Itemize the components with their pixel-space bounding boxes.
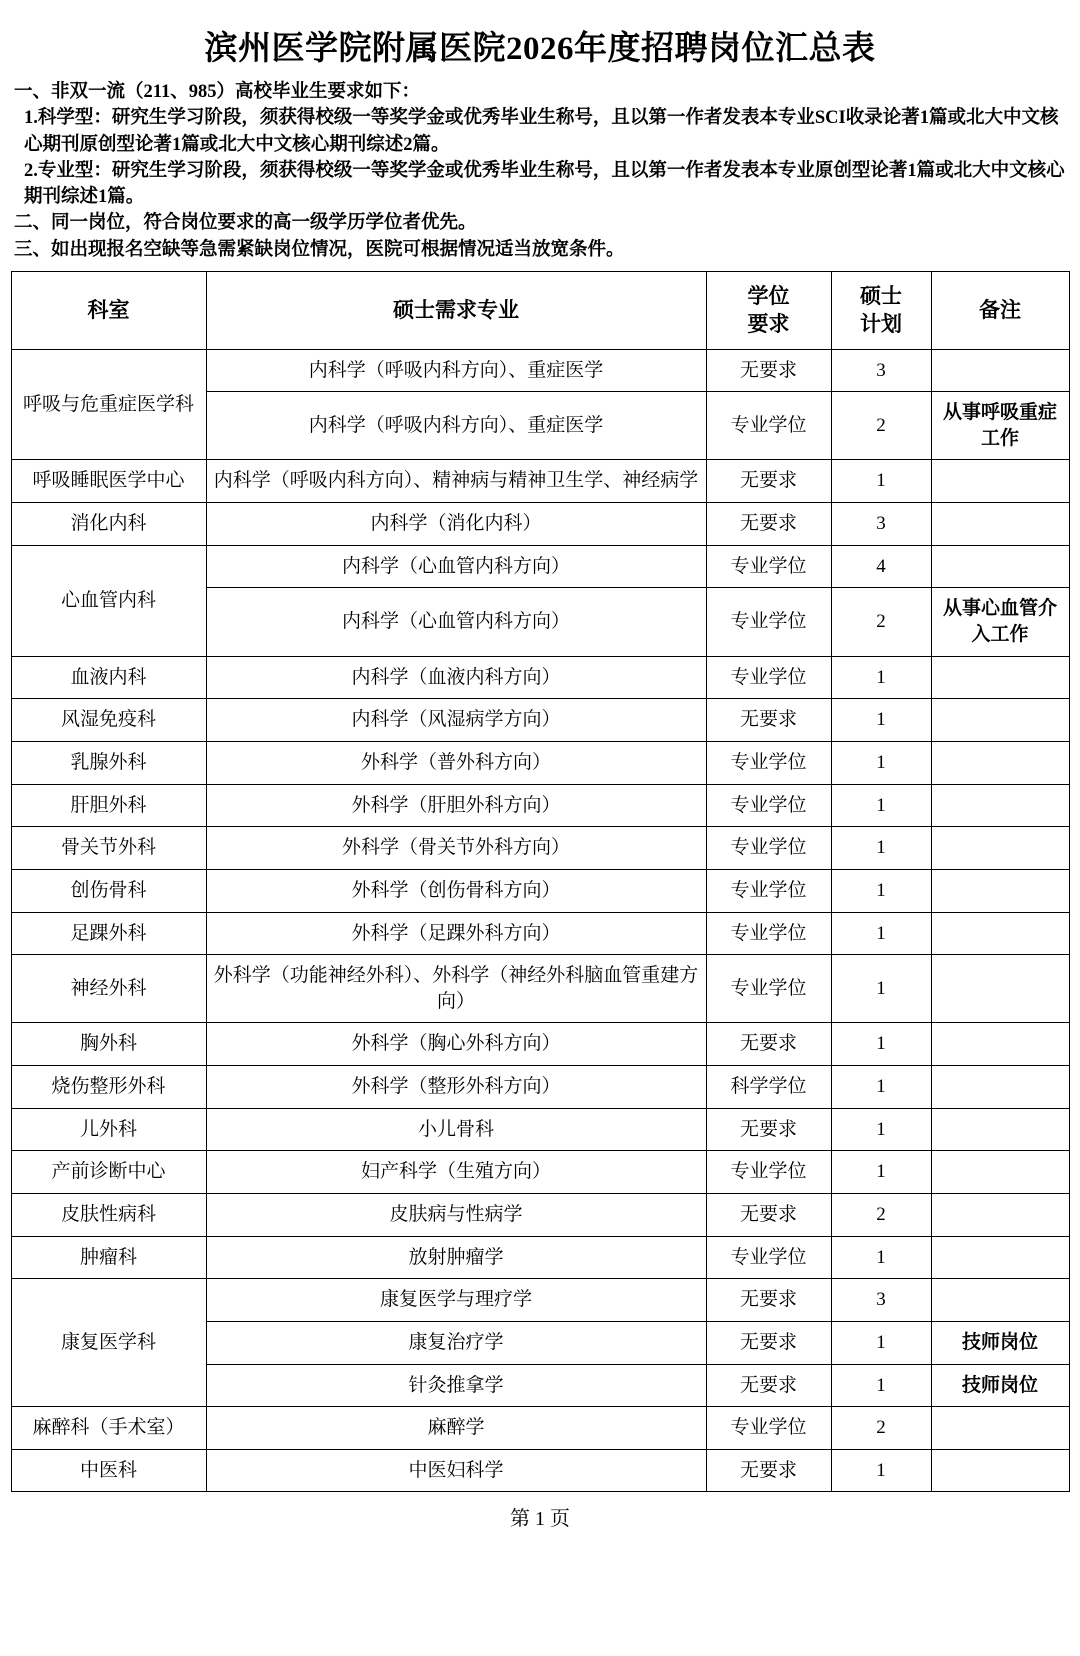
cell-remark [931, 699, 1069, 742]
cell-plan: 1 [831, 869, 931, 912]
cell-degree: 无要求 [706, 1364, 831, 1407]
cell-plan: 1 [831, 656, 931, 699]
cell-major: 放射肿瘤学 [206, 1236, 706, 1279]
cell-remark [931, 1151, 1069, 1194]
cell-degree: 专业学位 [706, 588, 831, 656]
cell-department: 神经外科 [11, 955, 206, 1023]
cell-major: 外科学（骨关节外科方向） [206, 827, 706, 870]
cell-plan: 1 [831, 955, 931, 1023]
cell-plan: 2 [831, 588, 931, 656]
cell-degree: 无要求 [706, 460, 831, 503]
column-header-department: 科室 [11, 271, 206, 349]
table-row [11, 1194, 1069, 1237]
cell-remark [931, 1449, 1069, 1492]
cell-plan: 1 [831, 741, 931, 784]
table-row [11, 460, 1069, 503]
cell-degree: 无要求 [706, 1108, 831, 1151]
cell-remark: 从事呼吸重症工作 [931, 392, 1069, 460]
cell-remark [931, 784, 1069, 827]
cell-department: 烧伤整形外科 [11, 1066, 206, 1109]
cell-degree: 专业学位 [706, 1236, 831, 1279]
note-line-2: 1.科学型：研究生学习阶段，须获得校级一等奖学金或优秀毕业生称号，且以第一作者发表本专业SCI收录论著1篇或北大中文核心期刊原创型论著1篇或北大中文核心期刊综述2篇。 [24, 108, 1059, 155]
cell-plan: 2 [831, 392, 931, 460]
cell-major: 外科学（足踝外科方向） [206, 912, 706, 955]
cell-remark [931, 545, 1069, 588]
cell-degree: 科学学位 [706, 1066, 831, 1109]
cell-major: 小儿骨科 [206, 1108, 706, 1151]
column-header-plan [831, 271, 931, 349]
cell-department: 呼吸与危重症医学科 [11, 349, 206, 460]
cell-degree: 专业学位 [706, 545, 831, 588]
cell-degree: 专业学位 [706, 392, 831, 460]
cell-degree: 无要求 [706, 1449, 831, 1492]
cell-major: 外科学（创伤骨科方向） [206, 869, 706, 912]
cell-degree: 专业学位 [706, 869, 831, 912]
cell-degree: 专业学位 [706, 955, 831, 1023]
cell-degree: 专业学位 [706, 912, 831, 955]
cell-major: 内科学（风湿病学方向） [206, 699, 706, 742]
cell-degree: 无要求 [706, 1023, 831, 1066]
cell-department: 呼吸睡眠医学中心 [11, 460, 206, 503]
cell-remark [931, 1407, 1069, 1450]
table-row [11, 1151, 1069, 1194]
cell-department: 创伤骨科 [11, 869, 206, 912]
cell-plan: 1 [831, 1364, 931, 1407]
cell-plan: 3 [831, 503, 931, 546]
cell-department: 麻醉科（手术室） [11, 1407, 206, 1450]
cell-department: 康复医学科 [11, 1279, 206, 1407]
column-header-degree-line2: 要求 [747, 312, 790, 337]
cell-department: 产前诊断中心 [11, 1151, 206, 1194]
table-row [11, 955, 1069, 1023]
cell-remark [931, 869, 1069, 912]
table-row [11, 1279, 1069, 1322]
cell-department: 风湿免疫科 [11, 699, 206, 742]
cell-plan: 1 [831, 1108, 931, 1151]
cell-major: 内科学（呼吸内科方向）、重症医学 [206, 349, 706, 392]
cell-major: 内科学（消化内科） [206, 503, 706, 546]
cell-plan: 1 [831, 1236, 931, 1279]
cell-major: 中医妇科学 [206, 1449, 706, 1492]
cell-plan: 2 [831, 1194, 931, 1237]
cell-plan: 1 [831, 699, 931, 742]
cell-major: 麻醉学 [206, 1407, 706, 1450]
column-header-plan-line1: 硕士 [860, 283, 902, 308]
cell-major: 内科学（呼吸内科方向）、重症医学 [206, 392, 706, 460]
cell-major: 妇产科学（生殖方向） [206, 1151, 706, 1194]
table-row [11, 545, 1069, 588]
cell-plan: 2 [831, 1407, 931, 1450]
table-row [11, 827, 1069, 870]
cell-plan: 1 [831, 827, 931, 870]
cell-department: 消化内科 [11, 503, 206, 546]
cell-major: 皮肤病与性病学 [206, 1194, 706, 1237]
jobs-table-body [11, 349, 1069, 1492]
cell-remark [931, 349, 1069, 392]
cell-remark [931, 955, 1069, 1023]
page-title: 滨州医学院附属医院2026年度招聘岗位汇总表 [204, 31, 876, 67]
cell-remark: 技师岗位 [931, 1321, 1069, 1364]
cell-degree: 无要求 [706, 1279, 831, 1322]
cell-plan: 3 [831, 1279, 931, 1322]
cell-major: 外科学（胸心外科方向） [206, 1023, 706, 1066]
table-row [11, 1407, 1069, 1450]
cell-remark: 技师岗位 [931, 1364, 1069, 1407]
cell-degree: 无要求 [706, 699, 831, 742]
cell-department: 骨关节外科 [11, 827, 206, 870]
cell-remark [931, 1023, 1069, 1066]
table-row [11, 699, 1069, 742]
cell-major: 内科学（呼吸内科方向）、精神病与精神卫生学、神经病学 [206, 460, 706, 503]
cell-major: 外科学（肝胆外科方向） [206, 784, 706, 827]
note-line-1: 一、非双一流（211、985）高校毕业生要求如下： [14, 82, 420, 102]
cell-department: 乳腺外科 [11, 741, 206, 784]
table-row [11, 784, 1069, 827]
table-row [11, 1449, 1069, 1492]
table-row [11, 656, 1069, 699]
cell-major: 内科学（心血管内科方向） [206, 545, 706, 588]
cell-remark [931, 1066, 1069, 1109]
cell-plan: 1 [831, 1449, 931, 1492]
cell-plan: 1 [831, 460, 931, 503]
cell-remark [931, 741, 1069, 784]
cell-department: 血液内科 [11, 656, 206, 699]
cell-department: 肿瘤科 [11, 1236, 206, 1279]
table-row [11, 503, 1069, 546]
note-line-5: 三、如出现报名空缺等急需紧缺岗位情况，医院可根据情况适当放宽条件。 [14, 239, 625, 260]
cell-remark [931, 656, 1069, 699]
cell-degree: 专业学位 [706, 656, 831, 699]
cell-department: 皮肤性病科 [11, 1194, 206, 1237]
cell-department: 中医科 [11, 1449, 206, 1492]
cell-remark: 从事心血管介入工作 [931, 588, 1069, 656]
cell-plan: 4 [831, 545, 931, 588]
cell-major: 康复医学与理疗学 [206, 1279, 706, 1322]
cell-degree: 无要求 [706, 1194, 831, 1237]
cell-plan: 1 [831, 912, 931, 955]
cell-major: 外科学（功能神经外科）、外科学（神经外科脑血管重建方向） [206, 955, 706, 1023]
cell-major: 针灸推拿学 [206, 1364, 706, 1407]
cell-degree: 专业学位 [706, 741, 831, 784]
table-row [11, 912, 1069, 955]
cell-degree: 无要求 [706, 1321, 831, 1364]
jobs-table [11, 271, 1070, 1493]
cell-department: 胸外科 [11, 1023, 206, 1066]
cell-plan: 1 [831, 1151, 931, 1194]
column-header-major: 硕士需求专业 [206, 271, 706, 349]
note-line-4: 二、同一岗位，符合岗位要求的高一级学历学位者优先。 [14, 213, 477, 234]
cell-remark [931, 1194, 1069, 1237]
cell-department: 足踝外科 [11, 912, 206, 955]
cell-degree: 无要求 [706, 503, 831, 546]
cell-major: 外科学（普外科方向） [206, 741, 706, 784]
cell-plan: 1 [831, 1066, 931, 1109]
table-row [11, 349, 1069, 392]
cell-major: 外科学（整形外科方向） [206, 1066, 706, 1109]
table-row [11, 1023, 1069, 1066]
column-header-degree [706, 271, 831, 349]
table-row [11, 1236, 1069, 1279]
table-row [11, 869, 1069, 912]
column-header-plan-line2: 计划 [860, 312, 902, 337]
cell-plan: 1 [831, 1023, 931, 1066]
column-header-degree-line1: 学位 [747, 283, 790, 308]
page-footer: 第 1 页 [510, 1508, 570, 1531]
cell-major: 康复治疗学 [206, 1321, 706, 1364]
cell-degree: 专业学位 [706, 827, 831, 870]
cell-degree: 专业学位 [706, 784, 831, 827]
cell-remark [931, 912, 1069, 955]
cell-remark [931, 1108, 1069, 1151]
table-row [11, 1066, 1069, 1109]
cell-degree: 无要求 [706, 349, 831, 392]
table-header-row [11, 271, 1069, 349]
note-line-3: 2.专业型：研究生学习阶段，须获得校级一等奖学金或优秀毕业生称号，且以第一作者发表本专业原创型论著1篇或北大中文核心期刊综述1篇。 [24, 160, 1065, 208]
notes-block [14, 79, 1066, 263]
cell-major: 内科学（心血管内科方向） [206, 588, 706, 656]
cell-remark [931, 827, 1069, 870]
cell-department: 心血管内科 [11, 545, 206, 656]
cell-plan: 3 [831, 349, 931, 392]
column-header-remark: 备注 [931, 271, 1069, 349]
table-row [11, 1108, 1069, 1151]
table-row [11, 741, 1069, 784]
cell-remark [931, 1279, 1069, 1322]
cell-remark [931, 460, 1069, 503]
cell-department: 儿外科 [11, 1108, 206, 1151]
cell-plan: 1 [831, 784, 931, 827]
cell-remark [931, 1236, 1069, 1279]
cell-degree: 专业学位 [706, 1151, 831, 1194]
cell-degree: 专业学位 [706, 1407, 831, 1450]
cell-department: 肝胆外科 [11, 784, 206, 827]
cell-remark [931, 503, 1069, 546]
cell-plan: 1 [831, 1321, 931, 1364]
cell-major: 内科学（血液内科方向） [206, 656, 706, 699]
